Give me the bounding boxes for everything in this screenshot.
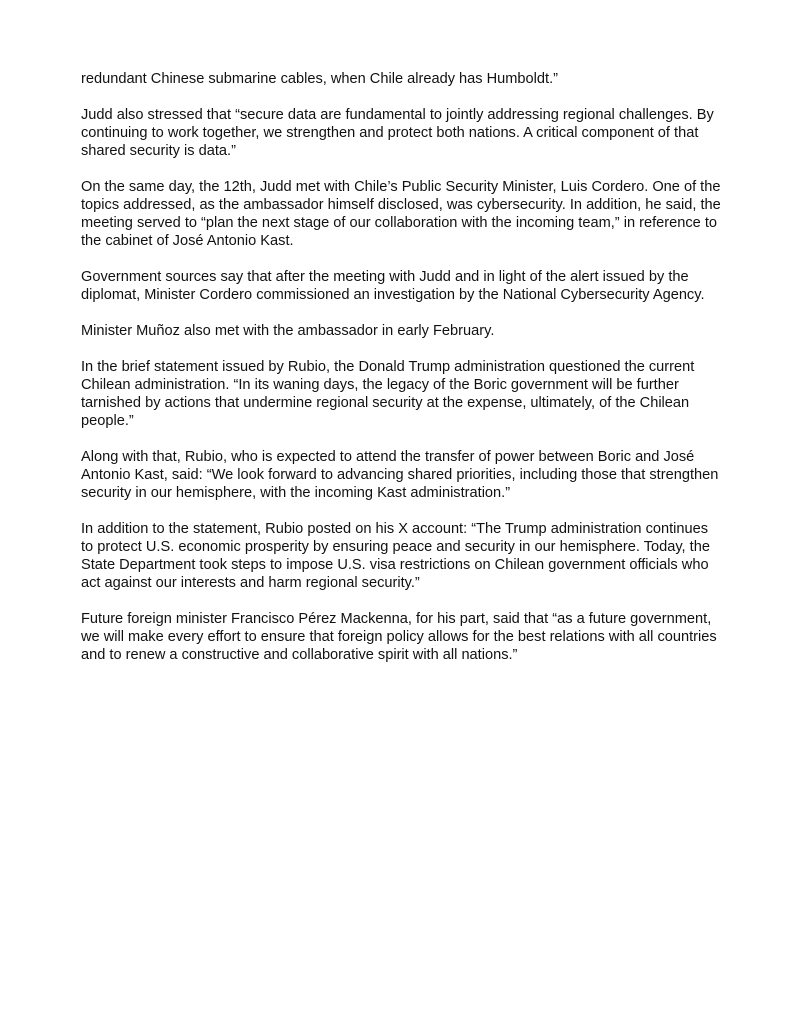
paragraph-rubio-statement: In the brief statement issued by Rubio, the Donald Trump administration questioned the current Chilean administration. “In its waning days, the legacy of the Boric government will be further tarnished by actions that undermine regional security at the expense, ultimately, of the Chilean people.” [81,359,695,429]
paragraph-humboldt-cables: redundant Chinese submarine cables, when Chile already has Humboldt.” [81,71,558,87]
document-page [81,70,721,682]
paragraph-secure-data: Judd also stressed that “secure data are fundamental to jointly addressing regional challenges. By continuing to work together, we strengthen and protect both nations. A critical component of that shared security is data.” [81,107,714,159]
paragraph-investigation: Government sources say that after the meeting with Judd and in light of the alert issued by the diplomat, Minister Cordero commissioned an investigation by the National Cybersecurity Agency. [81,269,705,303]
paragraph-transfer-of-power: Along with that, Rubio, who is expected to attend the transfer of power between Boric and José Antonio Kast, said: “We look forward to advancing shared priorities, including those that strengthen security in our hemisphere, with the incoming Kast administration.” [81,449,719,501]
paragraph-x-post: In addition to the statement, Rubio posted on his X account: “The Trump administration continues to protect U.S. economic prosperity by ensuring peace and security in our hemisphere. Today, the State Department took steps to impose U.S. visa restrictions on Chilean government officials who act against our interests and harm regional security.” [81,521,710,591]
paragraph-perez-mackenna: Future foreign minister Francisco Pérez Mackenna, for his part, said that “as a future government, we will make every effort to ensure that foreign policy allows for the best relations with all countries and to renew a constructive and collaborative spirit with all nations.” [81,611,717,663]
paragraph-cordero-meeting: On the same day, the 12th, Judd met with Chile’s Public Security Minister, Luis Cordero. One of the topics addressed, as the ambassador himself disclosed, was cybersecurity. In addition, he said, the meeting served to “plan the next stage of our collaboration with the incoming team,” in reference to the cabinet of José Antonio Kast. [81,179,721,249]
paragraph-munoz: Minister Muñoz also met with the ambassador in early February. [81,323,495,339]
